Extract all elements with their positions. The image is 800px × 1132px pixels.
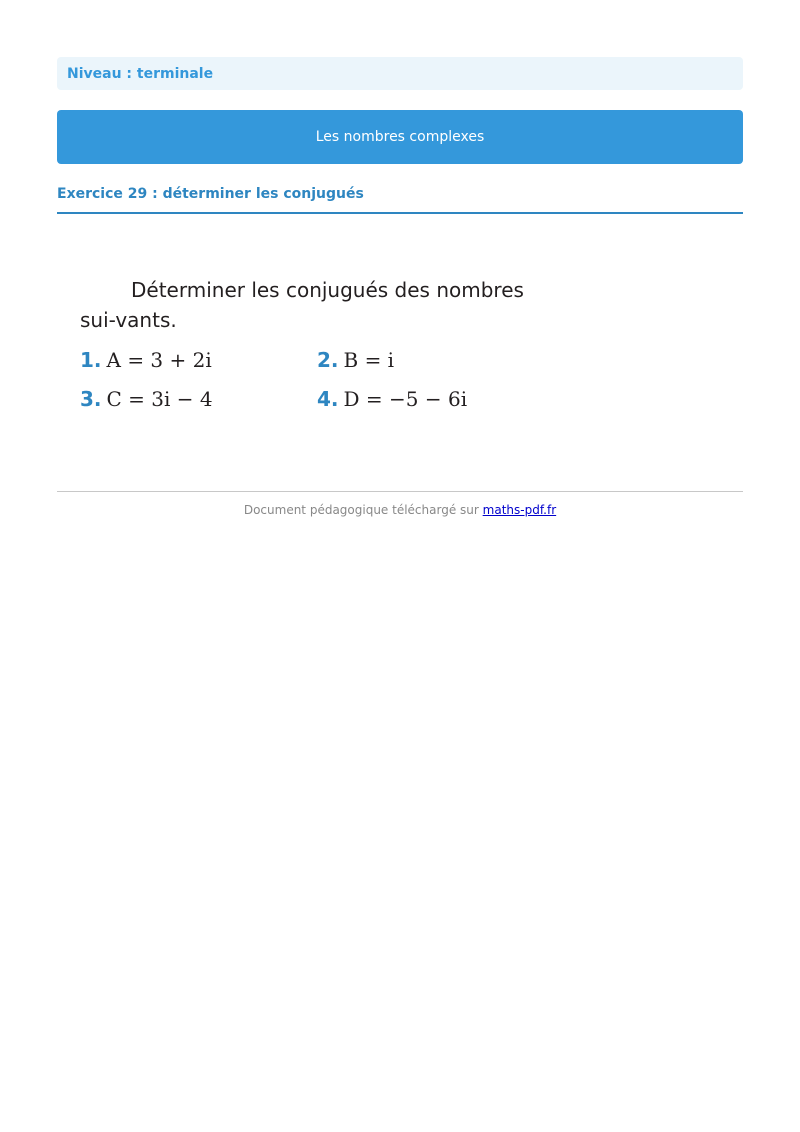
item-expression: C = 3i − 4 bbox=[106, 387, 213, 411]
item-number: 2. bbox=[317, 348, 339, 372]
exercise-item bbox=[317, 347, 394, 373]
item-expression: A = 3 + 2i bbox=[106, 348, 212, 372]
item-expression: D = −5 − 6i bbox=[343, 387, 468, 411]
exercise-heading: Exercice 29 : déterminer les conjugués bbox=[57, 186, 743, 214]
item-expression: B = i bbox=[343, 348, 395, 372]
item-number: 4. bbox=[317, 387, 339, 411]
footer-divider bbox=[57, 491, 743, 492]
exercise-item bbox=[80, 386, 213, 412]
footer bbox=[57, 503, 743, 517]
level-label: Niveau : terminale bbox=[67, 65, 214, 82]
exercise-statement: Déterminer les conjugués des nombres sui-vants. bbox=[80, 278, 524, 332]
footer-text: Document pédagogique téléchargé sur bbox=[243, 503, 479, 517]
exercise-item bbox=[80, 347, 212, 373]
level-box bbox=[57, 57, 743, 90]
chapter-title: Les nombres complexes bbox=[315, 129, 485, 145]
chapter-title-banner bbox=[57, 110, 743, 164]
footer-link[interactable]: maths-pdf.fr bbox=[482, 503, 557, 517]
item-number: 3. bbox=[80, 387, 102, 411]
item-number: 1. bbox=[80, 348, 102, 372]
exercise-item bbox=[317, 386, 467, 412]
